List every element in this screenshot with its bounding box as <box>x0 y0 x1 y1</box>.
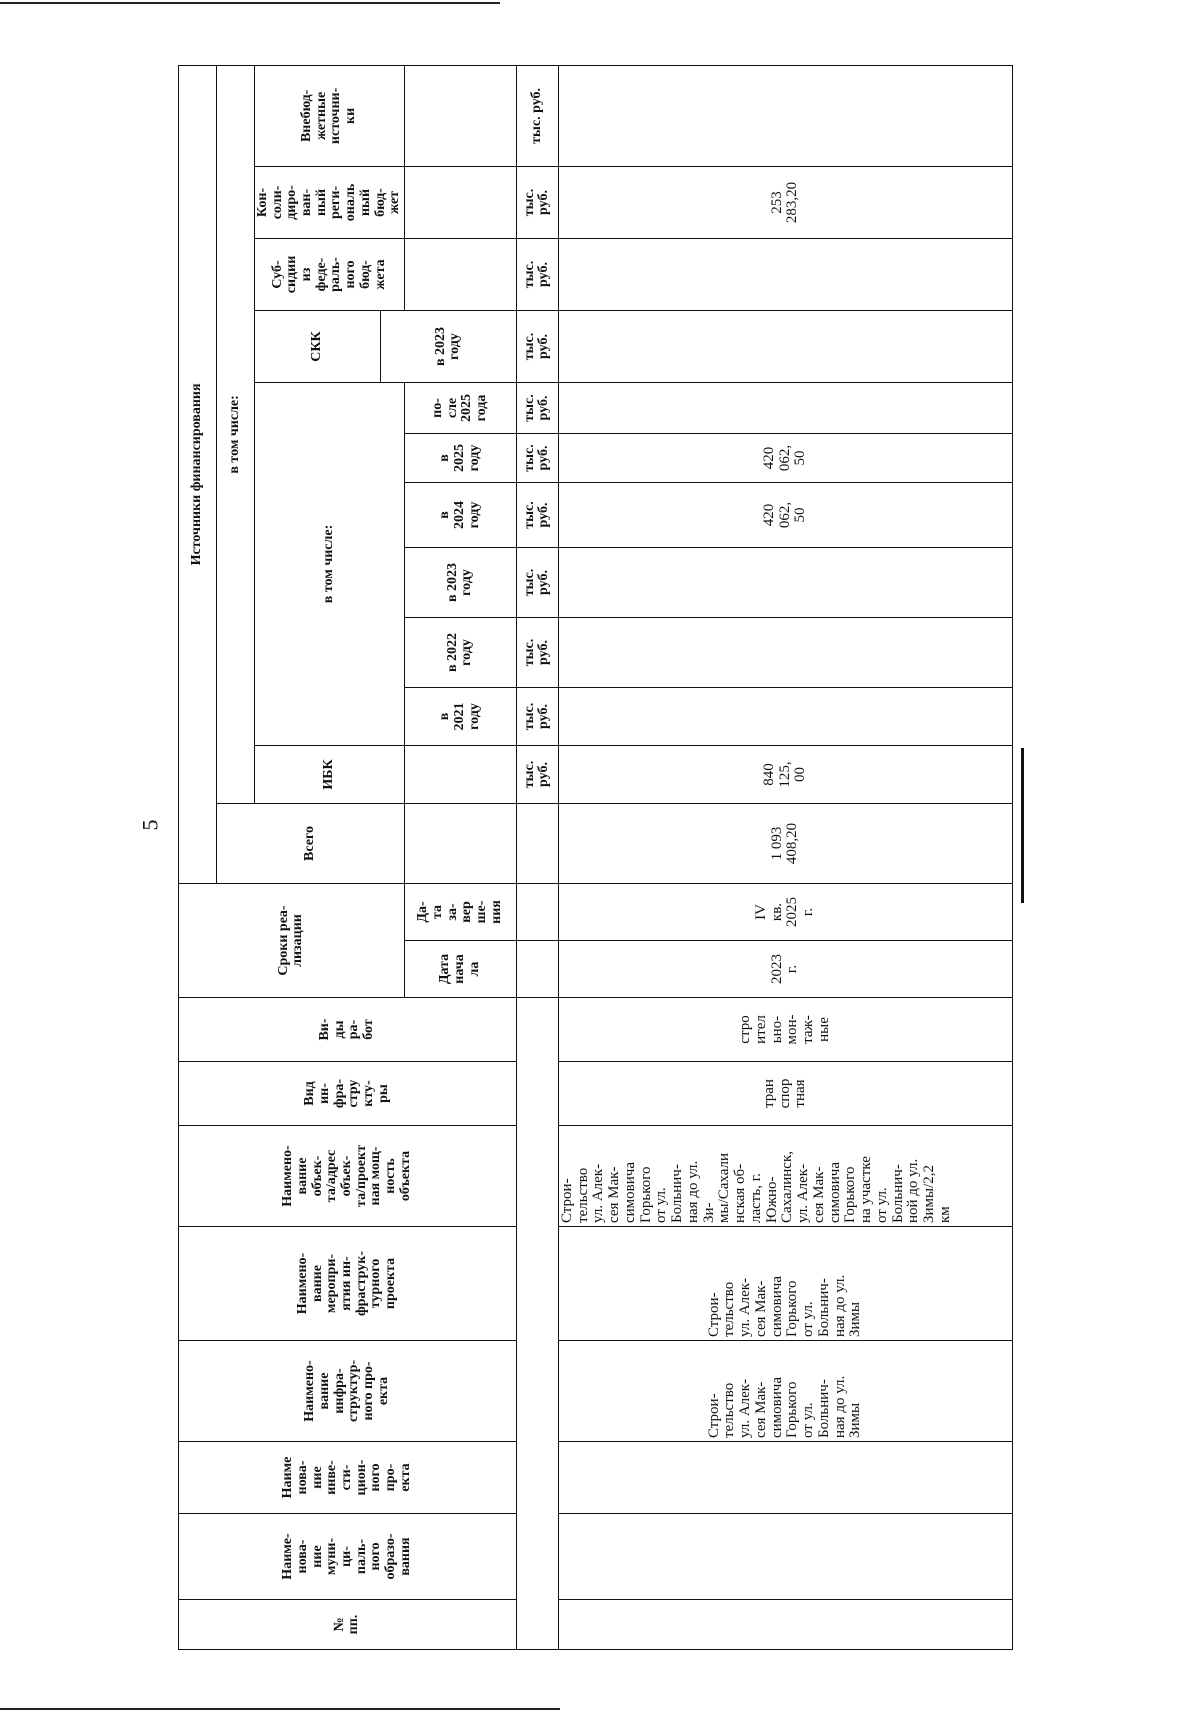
cell-skk2023 <box>558 310 1012 382</box>
cell-end-date: IV кв. 2025 г. <box>558 883 1012 940</box>
cell-municipality <box>558 1514 1012 1600</box>
unit-y2025: тыс. руб. <box>516 433 558 482</box>
header-subsidy: Суб- сидии из феде- раль- ного бюд- жета <box>255 238 405 310</box>
cell-regional: 253 283,20 <box>558 166 1012 238</box>
header-offbudget: Внебюд- жетные источни- ки <box>255 65 405 166</box>
unit-y2021: тыс. руб. <box>516 687 558 745</box>
unit-offbudget: тыс. руб. <box>516 65 558 166</box>
header-ibk: ИБК <box>255 745 405 803</box>
header-y2023: в 2023 году <box>404 547 516 617</box>
units-total-blank <box>516 803 558 883</box>
cell-y2023 <box>558 547 1012 617</box>
header-regional: Кон- соли- диро- ван- ный реги- ональ ный бюд- жет <box>255 166 405 238</box>
units-start-blank <box>516 941 558 998</box>
cell-y2022 <box>558 617 1012 687</box>
header-after2025: по- сле 2025 года <box>404 382 516 433</box>
unit-y2024: тыс. руб. <box>516 482 558 547</box>
header-ibk-blank <box>404 745 516 803</box>
page-number: 5 <box>137 819 163 831</box>
header-invest-project: Наиме нова- ние инве- сти- цион- ного про- екта <box>179 1442 517 1514</box>
cell-ibk: 840 125, 00 <box>558 745 1012 803</box>
unit-after2025: тыс. руб. <box>516 382 558 433</box>
header-num: № пп. <box>179 1600 517 1650</box>
header-total: Всего <box>217 803 405 883</box>
margin-bar-mark <box>1021 748 1024 903</box>
header-sources: Источники финансирования <box>179 65 217 883</box>
cell-total: 1 093 408,20 <box>558 803 1012 883</box>
header-infra-project: Наимено- вание инфра- структур- ного про- екта <box>179 1341 517 1442</box>
unit-y2023: тыс. руб. <box>516 547 558 617</box>
rotated-table-wrapper <box>178 66 994 1650</box>
header-object: Наимено- вание объек- та/адрес объек- та/проект ная мощ- ность объекта <box>179 1126 517 1227</box>
header-measure: Наимено- вание меропри- ятия ин- фраструк- турного проекта <box>179 1227 517 1341</box>
cell-object: Строи- тельство ул. Алек- сея Мак- симовича Горького от ул. Больнич- ная до ул. Зи- мы/Сахали нская об- ласть, г. Южно- Сахалинск, ул. Алек- сея Мак- симовича Горького на участке от ул. Больнич- ной до ул. Зимы/2,2 км <box>558 1126 1012 1227</box>
header-including: в том числе: <box>217 65 255 803</box>
header-skk-2023: в 2023 году <box>381 310 517 382</box>
header-y2024: в 2024 году <box>404 482 516 547</box>
header-start-date: Дата нача ла <box>404 941 516 998</box>
header-terms: Сроки реа- лизации <box>179 883 405 997</box>
units-end-blank <box>516 883 558 940</box>
cell-measure: Строи- тельство ул. Алек- сея Мак- симовича Горького от ул. Больнич- ная до ул. Зимы <box>558 1227 1012 1341</box>
unit-skk2023: тыс. руб. <box>516 310 558 382</box>
header-y2022: в 2022 году <box>404 617 516 687</box>
header-municipality: Наиме- нова- ние муни- ци- паль- ного образо- вания <box>179 1514 517 1600</box>
cell-infra-type: тран спор тная <box>558 1062 1012 1126</box>
unit-y2022: тыс. руб. <box>516 617 558 687</box>
cell-infra-project: Строи- тельство ул. Алек- сея Мак- симовича Горького от ул. Больнич- ная до ул. Зимы <box>558 1341 1012 1442</box>
cell-subsidy <box>558 238 1012 310</box>
cell-start-date: 2023 г. <box>558 941 1012 998</box>
cell-offbudget <box>558 65 1012 166</box>
cell-invest-project <box>558 1442 1012 1514</box>
cell-y2021 <box>558 687 1012 745</box>
header-subsidy-blank <box>404 238 516 310</box>
header-end-date: Да- та за- вер ше- ния <box>404 883 516 940</box>
financing-table <box>178 65 1013 1650</box>
header-infra-type: Вид ин- фра- стру кту- ры <box>179 1062 517 1126</box>
header-y2025: в 2025 году <box>404 433 516 482</box>
header-total-blank <box>404 803 516 883</box>
cell-y2025: 420 062, 50 <box>558 433 1012 482</box>
unit-subsidy: тыс. руб. <box>516 238 558 310</box>
header-work-types: Ви- ды ра- бот <box>179 998 517 1062</box>
header-ibk-including: в том числе: <box>255 382 405 745</box>
cell-after2025 <box>558 382 1012 433</box>
cell-work-types: стро ител ьно- мон- таж- ные <box>558 998 1012 1062</box>
header-y2021: в 2021 году <box>404 687 516 745</box>
units-blank <box>516 998 558 1650</box>
unit-ibk: тыс. руб. <box>516 745 558 803</box>
unit-regional: тыс. руб. <box>516 166 558 238</box>
cell-num <box>558 1600 1012 1650</box>
header-offbudget-blank <box>404 65 516 166</box>
cell-y2024: 420 062, 50 <box>558 482 1012 547</box>
header-regional-blank <box>404 166 516 238</box>
header-skk: СКК <box>255 310 381 382</box>
